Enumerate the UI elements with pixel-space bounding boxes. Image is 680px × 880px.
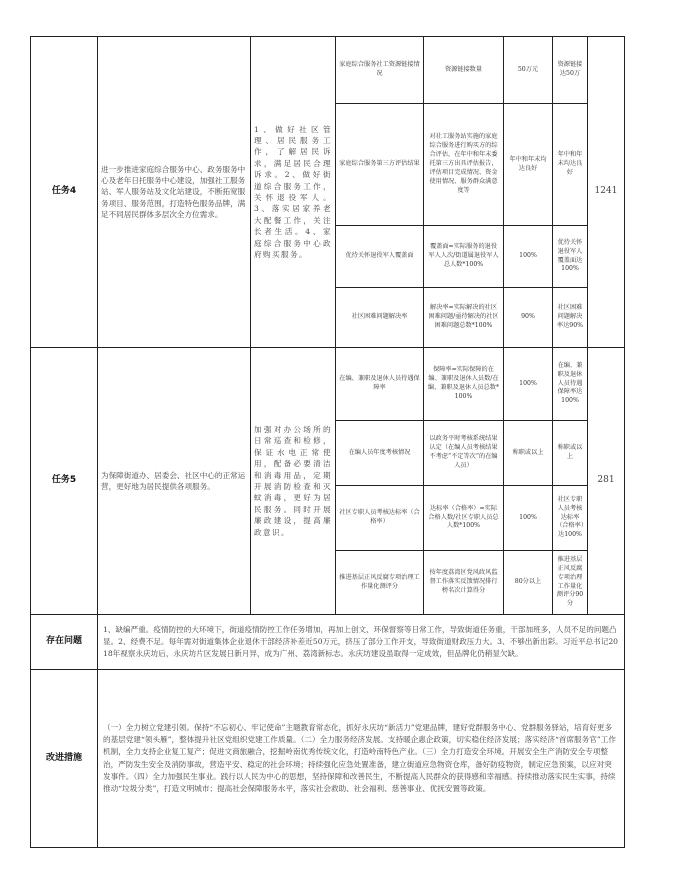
table-row: [31, 37, 625, 104]
task4-amount: 1241: [588, 37, 625, 348]
table-row: [31, 670, 625, 848]
indicator-target: 推进基层正风反腐专项治理工作量化测评分90分: [553, 551, 588, 615]
indicator-standard: 称职或以上: [504, 421, 553, 486]
measures-text: （一）全力树立党建引领。保持“不忘初心、牢记使命”主题教育常态化，抓好永庆坊“新活力”党建品牌，建好党群服务中心、党群服务驿站，培育好更多的基层党建“领头雁”，整体提升社区党组织党建工作质量。（二）全力服务经济发展。支持暖企惠企政策，切实稳住经济发展；落实经济“首席服务官”工作机制，全力支持企业复工复产；促进文商旅融合，挖掘岭南优秀传统文化，打造岭南特色产业。（三）全力打造安全环境。开展安全生产消防安全专项整治，严防发生安全及消防事故，营造平安、稳定的社会环境；持续强化应急处置准备，建立街道应急物资仓库，备好防疫物资，制定应急预案，以应对突发事件。（四）全力加强民生事业。践行以人民为中心的思想，坚持保障和改善民生，不断提高人民群众的获得感和幸福感。持续推动落实民生实事，持续推动“垃圾分类”，打造文明城市；提高社会保障服务水平，落实社会救助、社会福利、慈善事业、优抚安置等政策。: [98, 670, 625, 848]
indicator-standard: 100%: [504, 486, 553, 551]
task4-goal: 进一步推进家庭综合服务中心、政务服务中心及老年日托服务中心建设，加强社工服务站、军人服务站及文化站建设，不断拓宽服务项目、服务范围，打造特色服务品牌，满足不同居民群体多层次全方位需求。: [98, 37, 251, 348]
indicator-name: 社区专职人员考核达标率（合格率）: [336, 486, 424, 551]
indicator-standard: 80分以上: [504, 551, 553, 615]
task5-content: 加强对办公场所的日常巡查和检修，保证水电正常使用，配备必要清洁和消毒用品，定期开展消防检查和灭蚊消毒，更好为居民服务。同时开展廉政建设，提高廉政意识。: [251, 348, 336, 615]
indicator-name: 家庭综合服务第三方评估结果: [336, 104, 424, 226]
task5-label: 任务5: [31, 348, 98, 615]
task4-content: 1、做好社区管理、居民服务工作，了解居民诉求，满足居民合理诉求。2、做好街道综合服务工作，关怀退役军人。3、落实居家养老大配餐工作，关注长者生活。4、家庭综合服务中心政府购买服务。: [251, 37, 336, 348]
indicator-method: 达标率（合格率）=实际合格人数/社区专职人员总人数*100%: [424, 486, 504, 551]
indicator-standard: 100%: [504, 226, 553, 288]
task5-goal: 为保障街道办、居委会、社区中心的正常运营，更好地为居民提供各项服务。: [98, 348, 251, 615]
indicator-standard: 100%: [504, 348, 553, 421]
indicator-name: 社区困难问题解决率: [336, 288, 424, 348]
indicator-target: 社区专职人员考核达标率（合格率）达100%: [553, 486, 588, 551]
indicator-standard: 50万元: [504, 37, 553, 104]
problems-text: 1、缺编严重。疫情防控的大环境下，街道疫情防控工作任务增加，再加上创文、环保督察等日常工作，导致街道任务重，干部加班多，人员不足的问题凸显。2、经费不足。每年需对街道集体企业退休干部经济补差近50万元，挤压了部分工作开支，导致街道财政压力大。3、不够出新出彩。习近平总书记2018年视察永庆坊后，永庆坊片区发展日新月异，成为广州、荔湾新标志。永庆坊建设虽取得一定成效，但品牌化仍稍显欠缺。: [98, 615, 625, 670]
task5-amount: 281: [588, 348, 625, 615]
indicator-target: 年中和年末均达良好: [553, 104, 588, 226]
indicator-name: 家庭综合服务社工资源链接情况: [336, 37, 424, 104]
indicator-target: 称职或以上: [553, 421, 588, 486]
table-row: [31, 348, 625, 421]
indicator-method: 以政务平时考核系统结果认定（在编人员考核结果不考虑“不定等次”的在编人员）: [424, 421, 504, 486]
problems-label: 存在问题: [31, 615, 98, 670]
measures-label: 改进措施: [31, 670, 98, 848]
indicator-method: 对社工服务站实施的家庭综合服务进行购买方的综合评估，在年中和年末委托第三方出具评估报告，评估项目完成情况、资金使用情况、服务群众满意度等: [424, 104, 504, 226]
indicator-method: 解决率=实际解决的社区困难问题/亟待解决的社区困难问题总数*100%: [424, 288, 504, 348]
indicator-standard: 年中和年末均达良好: [504, 104, 553, 226]
indicator-name: 在编、兼职及退休人员待遇保障率: [336, 348, 424, 421]
indicator-method: 资源链接数量: [424, 37, 504, 104]
indicator-target: 在编、兼职及退休人员待遇保障率达100%: [553, 348, 588, 421]
performance-table: [30, 36, 625, 848]
table-row: [31, 615, 625, 670]
indicator-method: 按年度荔湾区党风政风监督工作落实反馈情况排行榜名次计算得分: [424, 551, 504, 615]
indicator-name: 在编人员年度考核情况: [336, 421, 424, 486]
indicator-name: 推进基层正风反腐专项治理工作量化测评分: [336, 551, 424, 615]
indicator-name: 优待关怀退役军人覆盖面: [336, 226, 424, 288]
indicator-method: 保障率=实际保障的在编、兼职及退休人员数/在编、兼职及退休人员总数*100%: [424, 348, 504, 421]
indicator-target: 社区困难问题解决率达90%: [553, 288, 588, 348]
indicator-target: 优待关怀退役军人覆盖面达100%: [553, 226, 588, 288]
task4-label: 任务4: [31, 37, 98, 348]
indicator-method: 覆盖面=实际服务的退役军人人次/街道属退役军人总人数*100%: [424, 226, 504, 288]
indicator-standard: 90%: [504, 288, 553, 348]
indicator-target: 资源链接达50万: [553, 37, 588, 104]
